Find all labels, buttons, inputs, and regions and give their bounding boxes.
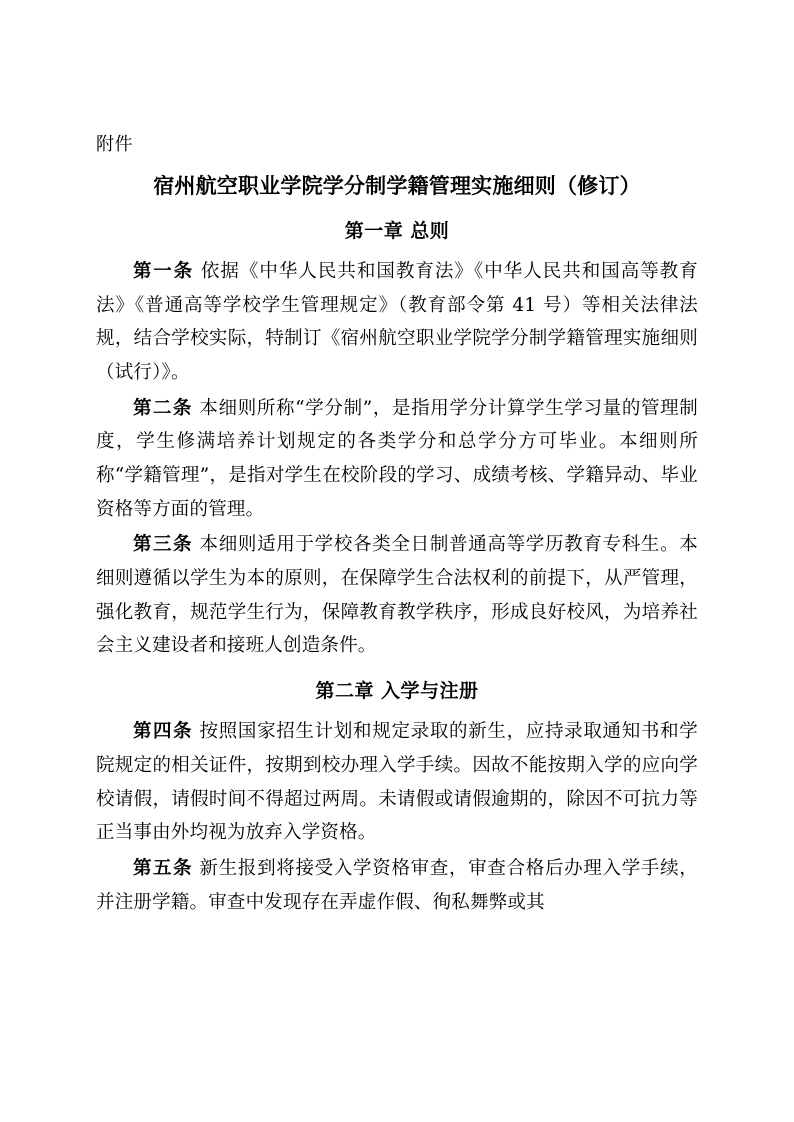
article-number: 第三条 bbox=[133, 534, 193, 556]
article-paragraph bbox=[96, 528, 698, 663]
article-text: 本细则适用于学校各类全日制普通高等学历教育专科生。本细则遵循以学生为本的原则，在保障学生合法权利的前提下，从严管理，强化教育，规范学生行为，保障教育教学秩序，形成良好校风，为培养社会主义建设者和接班人创造条件。 bbox=[96, 534, 698, 657]
article-paragraph bbox=[96, 392, 698, 527]
article-text: 按照国家招生计划和规定录取的新生，应持录取通知书和学院规定的相关证件，按期到校办理入学手续。因故不能按期入学的应向学校请假，请假时间不得超过两周。未请假或请假逾期的，除因不可抗力等正当事由外均视为放弃入学资格。 bbox=[96, 721, 698, 844]
article-text: 本细则所称“学分制”，是指用学分计算学生学习量的管理制度，学生修满培养计划规定的各类学分和总学分方可毕业。本细则所称“学籍管理”，是指对学生在校阶段的学习、成绩考核、学籍异动、毕业资格等方面的管理。 bbox=[96, 397, 698, 520]
article-number: 第五条 bbox=[133, 858, 193, 880]
page-title: 宿州航空职业学院学分制学籍管理实施细则（修订） bbox=[153, 173, 641, 199]
article-text: 依据《中华人民共和国教育法》《中华人民共和国高等教育法》《普通高等学校学生管理规定》（教育部令第 41 号）等相关法律法规，结合学校实际，特制订《宿州航空职业学院学分制学籍管理实施细则（试行）》。 bbox=[96, 261, 698, 384]
article-paragraph bbox=[96, 715, 698, 850]
article-number: 第四条 bbox=[133, 721, 193, 743]
article-paragraph bbox=[96, 255, 698, 390]
article-paragraph bbox=[96, 852, 698, 919]
attachment-label: 附件 bbox=[96, 134, 133, 155]
article-text: 新生报到将接受入学资格审查，审查合格后办理入学手续，并注册学籍。审查中发现存在弄虚作假、徇私舞弊或其 bbox=[96, 858, 698, 913]
article-number: 第一条 bbox=[133, 261, 194, 283]
chapter-heading-1: 第一章 总则 bbox=[344, 219, 450, 242]
chapter-heading-2: 第二章 入学与注册 bbox=[315, 679, 479, 702]
article-number: 第二条 bbox=[133, 397, 193, 419]
